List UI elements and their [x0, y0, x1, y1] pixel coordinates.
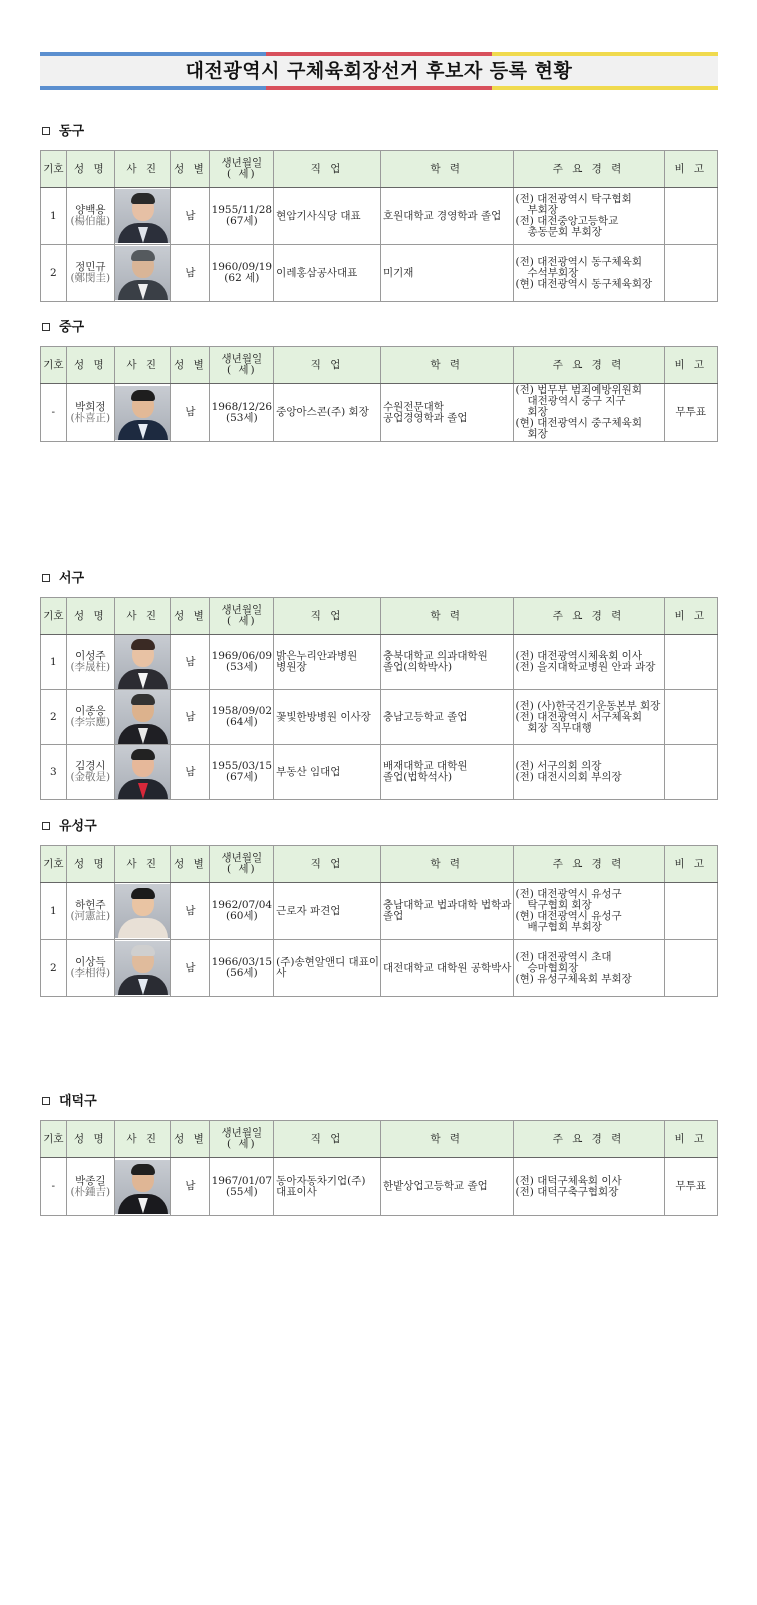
candidate-birthdate: 1955/11/28	[211, 204, 273, 216]
candidate-table	[40, 845, 718, 997]
table-row	[41, 188, 718, 245]
career-line: (전) 대전광역시 탁구협회	[515, 193, 632, 205]
candidate-birthdate: 1960/09/19	[211, 261, 273, 273]
candidate-name-cell	[66, 883, 114, 940]
column-header: 성 별	[171, 347, 210, 384]
photo-hair	[131, 749, 155, 760]
column-header: 주 요 경 력	[513, 151, 664, 188]
candidate-table	[40, 150, 718, 302]
career-line: 승마협회장	[527, 961, 579, 974]
candidate-birthdate: 1962/07/04	[211, 899, 273, 911]
candidate-education: 충북대학교 의과대학원 졸업(의학박사)	[381, 635, 514, 690]
square-bullet-icon	[42, 127, 50, 135]
candidate-name: 박종길	[75, 1174, 106, 1187]
career-line: 회장	[527, 428, 548, 440]
candidate-number: 1	[41, 883, 67, 940]
career-line: (현) 대전광역시 유성구	[515, 910, 622, 922]
candidate-career	[513, 635, 664, 690]
candidate-age: (53세)	[225, 661, 258, 673]
career-line: (전) 대전광역시 초대	[515, 950, 612, 963]
table-row	[41, 940, 718, 997]
candidate-note	[664, 635, 717, 690]
candidate-age: (67세)	[225, 215, 258, 227]
candidate-number: 3	[41, 745, 67, 800]
candidate-education: 호원대학교 경영학과 졸업	[381, 188, 514, 245]
candidate-name: 이종응	[75, 705, 106, 717]
photo-hair	[131, 694, 155, 705]
candidate-photo	[115, 189, 171, 243]
column-header: 비 고	[664, 846, 717, 883]
column-header: 학 력	[381, 846, 514, 883]
column-header-age: ( 세)	[226, 1138, 257, 1150]
candidate-job: 동아자동차기업(주) 대표이사	[274, 1158, 381, 1216]
table-row	[41, 1158, 718, 1216]
candidate-age: (67세)	[225, 771, 258, 783]
candidate-job: (주)송현알앤디 대표이사	[274, 940, 381, 997]
career-line: (전) 대전광역시 동구체육회	[515, 255, 642, 268]
candidate-birthdate: 1967/01/07	[211, 1174, 273, 1187]
candidate-name-cell	[66, 745, 114, 800]
candidate-name-cell	[66, 384, 114, 442]
candidate-career	[513, 883, 664, 940]
column-header-age: ( 세)	[226, 364, 257, 376]
candidate-name-cell	[66, 1158, 114, 1216]
title-stripe-bottom	[40, 86, 718, 90]
table-header-row	[41, 846, 718, 883]
column-header: 직 업	[274, 347, 381, 384]
candidate-name-hanja: (楊伯龍)	[70, 215, 111, 227]
column-header: 기호	[41, 598, 67, 635]
candidate-birth-cell	[210, 883, 274, 940]
section-name: 서구	[59, 571, 85, 586]
column-header: 기호	[41, 846, 67, 883]
career-line: (전) 을지대학교병원 안과 과장	[515, 661, 656, 673]
column-header: 사 진	[114, 1121, 171, 1158]
title-bar	[40, 52, 718, 90]
candidate-birthdate: 1968/12/26	[211, 400, 273, 413]
candidate-birth-cell	[210, 384, 274, 442]
square-bullet-icon	[42, 822, 50, 830]
candidate-photo	[115, 690, 171, 744]
career-line: 회장	[527, 406, 548, 418]
candidate-age: (55세)	[225, 1185, 258, 1198]
candidate-name: 김경시	[75, 760, 106, 772]
table-row	[41, 245, 718, 302]
column-header	[210, 598, 274, 635]
column-header: 직 업	[274, 598, 381, 635]
candidate-note: 무투표	[664, 384, 717, 442]
candidate-birth-cell	[210, 690, 274, 745]
career-line: (전) 대전광역시 유성구	[515, 888, 622, 900]
candidate-number: -	[41, 1158, 67, 1216]
section-name: 중구	[59, 320, 85, 335]
career-line: (전) 대덕구축구협회장	[515, 1185, 619, 1198]
career-line: (전) 서구의회 의장	[515, 760, 602, 772]
career-line: (현) 유성구체육회 부회장	[515, 972, 632, 985]
candidate-job: 꽃빛한방병원 이사장	[274, 690, 381, 745]
candidate-name-cell	[66, 940, 114, 997]
column-header: 성 명	[66, 1121, 114, 1158]
candidate-note	[664, 188, 717, 245]
candidate-name-hanja: (朴鍾吉)	[70, 1185, 111, 1198]
candidate-birth-cell	[210, 188, 274, 245]
candidate-career	[513, 745, 664, 800]
candidate-gender: 남	[171, 245, 210, 302]
column-header: 학 력	[381, 598, 514, 635]
candidate-career	[513, 245, 664, 302]
photo-hair	[131, 1164, 155, 1175]
table-header-row	[41, 151, 718, 188]
candidate-education: 충남고등학교 졸업	[381, 690, 514, 745]
candidate-birth-cell	[210, 635, 274, 690]
candidate-name: 하헌주	[75, 899, 106, 911]
title-stripe-top	[40, 52, 718, 56]
candidate-age: (56세)	[225, 967, 258, 979]
candidate-photo	[115, 884, 171, 938]
candidate-note	[664, 690, 717, 745]
section-heading	[40, 122, 84, 142]
column-header-birth: 생년월일	[221, 852, 263, 864]
candidate-birth-cell	[210, 745, 274, 800]
column-header: 기호	[41, 151, 67, 188]
column-header: 비 고	[664, 1121, 717, 1158]
column-header-birth: 생년월일	[221, 157, 263, 169]
section-name: 대덕구	[59, 1094, 97, 1109]
column-header: 사 진	[114, 598, 171, 635]
candidate-photo-cell	[114, 745, 171, 800]
candidate-job: 중앙아스콘(주) 회장	[274, 384, 381, 442]
column-header: 성 별	[171, 1121, 210, 1158]
column-header: 성 별	[171, 598, 210, 635]
candidate-photo	[115, 745, 171, 799]
candidate-photo-cell	[114, 940, 171, 997]
table-row	[41, 883, 718, 940]
candidate-gender: 남	[171, 745, 210, 800]
candidate-note: 무투표	[664, 1158, 717, 1216]
candidate-birth-cell	[210, 245, 274, 302]
career-line: (전) 대전시의회 부의장	[515, 771, 622, 783]
career-line: 탁구협회 회장	[527, 899, 592, 911]
candidate-gender: 남	[171, 384, 210, 442]
column-header	[210, 1121, 274, 1158]
candidate-name-hanja: (朴喜正)	[70, 411, 111, 424]
candidate-career	[513, 1158, 664, 1216]
candidate-gender: 남	[171, 883, 210, 940]
candidate-photo	[115, 1160, 171, 1214]
candidate-birthdate: 1966/03/15	[211, 956, 273, 968]
candidate-note	[664, 745, 717, 800]
column-header: 사 진	[114, 846, 171, 883]
column-header: 사 진	[114, 347, 171, 384]
section-heading	[40, 1092, 97, 1112]
column-header: 비 고	[664, 347, 717, 384]
career-line: 총동문회 부회장	[527, 226, 602, 238]
career-line: (전) 대전광역시 서구체육회	[515, 710, 642, 723]
candidate-education: 한밭상업고등학교 졸업	[381, 1158, 514, 1216]
candidate-name-hanja: (李晟柱)	[70, 661, 111, 673]
career-line: 대전광역시 중구 지구	[527, 395, 626, 407]
candidate-gender: 남	[171, 635, 210, 690]
candidate-education: 수원전문대학 공업경영학과 졸업	[381, 384, 514, 442]
column-header-age: ( 세)	[226, 615, 257, 627]
column-header: 학 력	[381, 347, 514, 384]
candidate-name: 박희정	[75, 400, 106, 413]
candidate-age: (64세)	[225, 716, 258, 728]
column-header-birth: 생년월일	[221, 604, 263, 616]
square-bullet-icon	[42, 574, 50, 582]
candidate-number: 2	[41, 940, 67, 997]
column-header: 직 업	[274, 1121, 381, 1158]
career-line: (전) 대덕구체육회 이사	[515, 1174, 622, 1187]
candidate-photo-cell	[114, 245, 171, 302]
section-name: 동구	[59, 124, 85, 139]
candidate-job: 근로자 파견업	[274, 883, 381, 940]
column-header: 성 명	[66, 347, 114, 384]
column-header: 주 요 경 력	[513, 598, 664, 635]
candidate-table	[40, 1120, 718, 1216]
table-row	[41, 745, 718, 800]
career-line: (현) 대전광역시 중구체육회	[515, 417, 642, 429]
candidate-note	[664, 883, 717, 940]
candidate-education: 미기재	[381, 245, 514, 302]
column-header-age: ( 세)	[226, 863, 257, 875]
column-header: 성 별	[171, 151, 210, 188]
candidate-note	[664, 245, 717, 302]
photo-hair	[131, 945, 155, 956]
column-header: 성 별	[171, 846, 210, 883]
candidate-number: -	[41, 384, 67, 442]
candidate-age: (62 세)	[224, 272, 260, 284]
square-bullet-icon	[42, 1097, 50, 1105]
photo-hair	[131, 390, 155, 401]
candidate-birth-cell	[210, 940, 274, 997]
photo-hair	[131, 193, 155, 204]
section-heading	[40, 817, 97, 837]
candidate-photo	[115, 635, 171, 689]
column-header: 주 요 경 력	[513, 1121, 664, 1158]
candidate-number: 1	[41, 188, 67, 245]
section-name: 유성구	[59, 819, 97, 834]
candidate-name-hanja: (鄭閔圭)	[70, 272, 111, 284]
column-header: 기호	[41, 1121, 67, 1158]
column-header-birth: 생년월일	[221, 1127, 263, 1139]
candidate-birthdate: 1958/09/02	[211, 705, 273, 717]
candidate-table	[40, 597, 718, 800]
column-header: 성 명	[66, 598, 114, 635]
column-header	[210, 151, 274, 188]
photo-hair	[131, 250, 155, 261]
candidate-name-cell	[66, 188, 114, 245]
candidate-job: 현암기사식당 대표	[274, 188, 381, 245]
table-header-row	[41, 347, 718, 384]
candidate-number: 1	[41, 635, 67, 690]
candidate-photo-cell	[114, 188, 171, 245]
candidate-job: 부동산 임대업	[274, 745, 381, 800]
candidate-name-hanja: (李宗應)	[70, 716, 111, 728]
candidate-photo-cell	[114, 635, 171, 690]
table-row	[41, 635, 718, 690]
column-header: 주 요 경 력	[513, 846, 664, 883]
square-bullet-icon	[42, 323, 50, 331]
column-header	[210, 347, 274, 384]
candidate-name: 이성주	[75, 650, 106, 662]
career-line: 회장 직무대행	[527, 721, 592, 734]
candidate-gender: 남	[171, 1158, 210, 1216]
candidate-age: (60세)	[225, 910, 258, 922]
photo-hair	[131, 888, 155, 899]
candidate-photo-cell	[114, 690, 171, 745]
candidate-birthdate: 1955/03/15	[211, 760, 273, 772]
candidate-photo-cell	[114, 1158, 171, 1216]
column-header: 기호	[41, 347, 67, 384]
candidate-photo-cell	[114, 883, 171, 940]
column-header: 직 업	[274, 151, 381, 188]
candidate-name: 이상득	[75, 956, 106, 968]
candidate-education: 충남대학교 법과대학 법학과 졸업	[381, 883, 514, 940]
candidate-job: 이레홍삼공사대표	[274, 245, 381, 302]
candidate-table	[40, 346, 718, 442]
candidate-photo	[115, 386, 171, 440]
candidate-name-cell	[66, 245, 114, 302]
candidate-career	[513, 690, 664, 745]
candidate-education: 대전대학교 대학원 공학박사	[381, 940, 514, 997]
column-header: 비 고	[664, 151, 717, 188]
career-line: (전) (사)한국건기운동본부 회장	[515, 699, 661, 712]
career-line: (전) 법무부 범죄예방위원회	[515, 384, 642, 396]
table-header-row	[41, 598, 718, 635]
column-header: 학 력	[381, 1121, 514, 1158]
column-header	[210, 846, 274, 883]
candidate-birthdate: 1969/06/09	[211, 650, 273, 662]
column-header: 성 명	[66, 151, 114, 188]
career-line: (현) 대전광역시 동구체육회장	[515, 277, 653, 290]
candidate-name-hanja: (金敬是)	[70, 771, 111, 783]
candidate-career	[513, 940, 664, 997]
candidate-name-cell	[66, 635, 114, 690]
column-header: 비 고	[664, 598, 717, 635]
candidate-gender: 남	[171, 940, 210, 997]
candidate-education: 배재대학교 대학원 졸업(법학석사)	[381, 745, 514, 800]
career-line: 부회장	[527, 204, 558, 216]
candidate-photo-cell	[114, 384, 171, 442]
career-line: (전) 대전중앙고등학교	[515, 215, 619, 227]
career-line: 수석부회장	[527, 266, 579, 279]
column-header: 주 요 경 력	[513, 347, 664, 384]
candidate-note	[664, 940, 717, 997]
candidate-career	[513, 384, 664, 442]
column-header: 학 력	[381, 151, 514, 188]
table-header-row	[41, 1121, 718, 1158]
table-row	[41, 690, 718, 745]
column-header: 직 업	[274, 846, 381, 883]
column-header-age: ( 세)	[226, 168, 257, 180]
candidate-name-hanja: (河憲註)	[70, 910, 111, 922]
candidate-name: 양백용	[75, 204, 106, 216]
section-heading	[40, 569, 84, 589]
table-row	[41, 384, 718, 442]
career-line: 배구협회 부회장	[527, 921, 602, 933]
candidate-gender: 남	[171, 690, 210, 745]
candidate-gender: 남	[171, 188, 210, 245]
candidate-job: 밝은누리안과병원 병원장	[274, 635, 381, 690]
candidate-number: 2	[41, 690, 67, 745]
candidate-photo	[115, 246, 171, 300]
column-header: 사 진	[114, 151, 171, 188]
candidate-career	[513, 188, 664, 245]
candidate-photo	[115, 941, 171, 995]
page-title: 대전광역시 구체육회장선거 후보자 등록 현황	[185, 60, 573, 82]
photo-hair	[131, 639, 155, 650]
candidate-name: 정민규	[75, 261, 106, 273]
career-line: (전) 대전광역시체육회 이사	[515, 650, 642, 662]
candidate-number: 2	[41, 245, 67, 302]
candidate-name-cell	[66, 690, 114, 745]
candidate-age: (53세)	[225, 411, 258, 424]
section-heading	[40, 318, 84, 338]
candidate-name-hanja: (李相得)	[70, 967, 111, 979]
candidate-birth-cell	[210, 1158, 274, 1216]
column-header: 성 명	[66, 846, 114, 883]
column-header-birth: 생년월일	[221, 353, 263, 365]
